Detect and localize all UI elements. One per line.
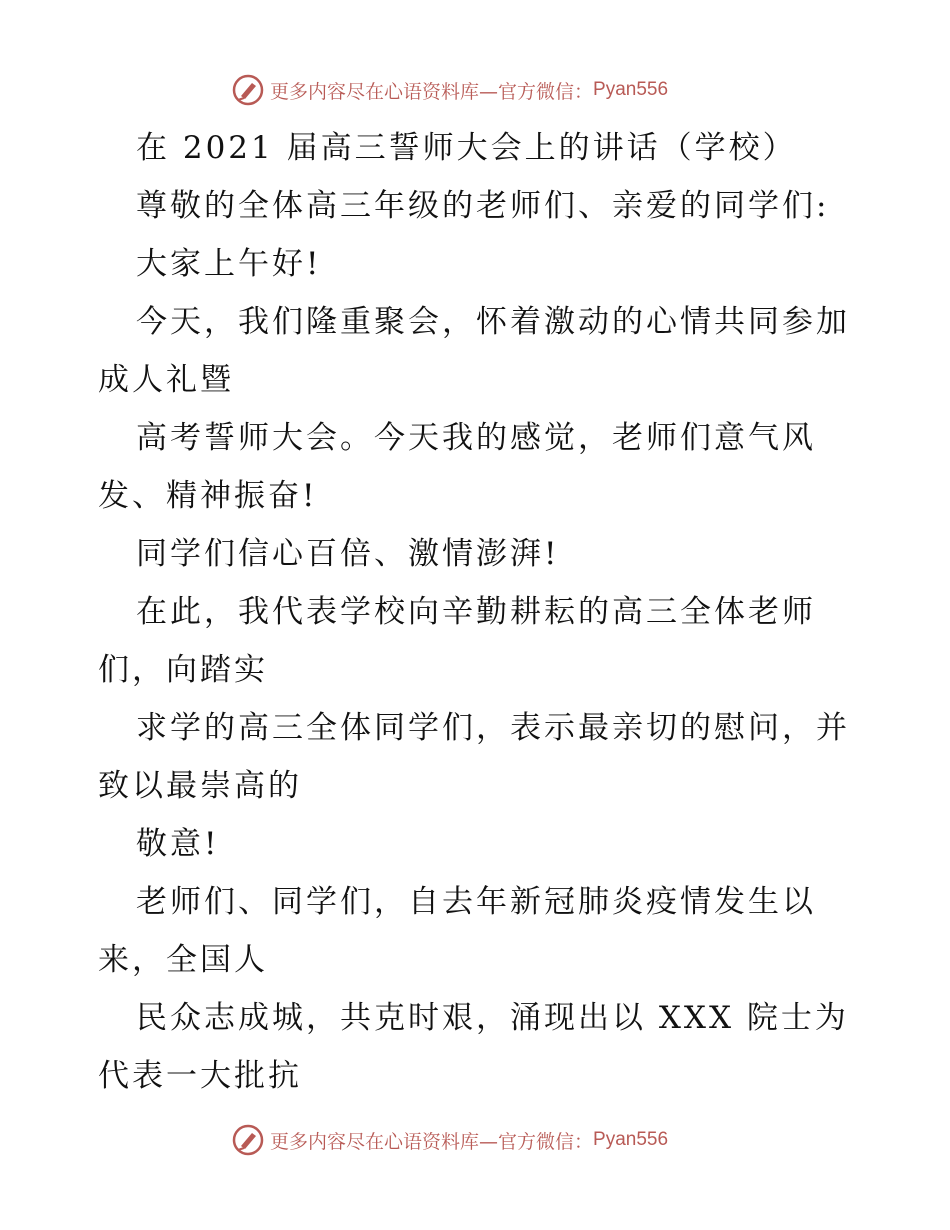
paragraph-line: 同学们信心百倍、激情澎湃!	[136, 536, 560, 572]
watermark-wechat-id: Pyan556	[593, 79, 669, 100]
paragraph-line: 老师们、同学们，自去年新冠肺炎疫情发生以	[136, 884, 816, 920]
paragraph-line: 成人礼暨	[98, 362, 234, 398]
watermark-wechat-id: Pyan556	[593, 1129, 669, 1150]
footer-watermark	[232, 1123, 668, 1157]
paragraph-line: 在此，我代表学校向辛勤耕耘的高三全体老师	[136, 594, 816, 630]
watermark-text: 更多内容尽在心语资料库—官方微信：	[270, 80, 594, 103]
paragraph-line: 发、精神振奋!	[98, 478, 318, 514]
paragraph-line: 来，全国人	[98, 942, 268, 978]
header-watermark	[232, 73, 668, 107]
paragraph-line: 求学的高三全体同学们，表示最亲切的慰问，并	[136, 710, 850, 746]
watermark-text: 更多内容尽在心语资料库—官方微信：	[270, 1130, 594, 1153]
greeting: 大家上午好!	[136, 246, 322, 282]
paragraph-line: 高考誓师大会。今天我的感觉，老师们意气风	[136, 420, 816, 456]
paragraph-line: 今天，我们隆重聚会，怀着激动的心情共同参加	[136, 304, 850, 340]
paragraph-line: 民众志成城，共克时艰，涌现出以 XXX 院士为	[136, 1000, 849, 1036]
salutation: 尊敬的全体高三年级的老师们、亲爱的同学们:	[136, 188, 830, 224]
pen-logo-icon	[232, 1124, 264, 1156]
pen-logo-icon	[232, 74, 264, 106]
paragraph-line: 敬意!	[136, 826, 220, 862]
paragraph-line: 致以最崇高的	[98, 768, 302, 804]
paragraph-line: 们，向踏实	[98, 652, 268, 688]
paragraph-line: 代表一大批抗	[98, 1058, 302, 1094]
document-title: 在 2021 届高三誓师大会上的讲话（学校）	[136, 130, 797, 166]
